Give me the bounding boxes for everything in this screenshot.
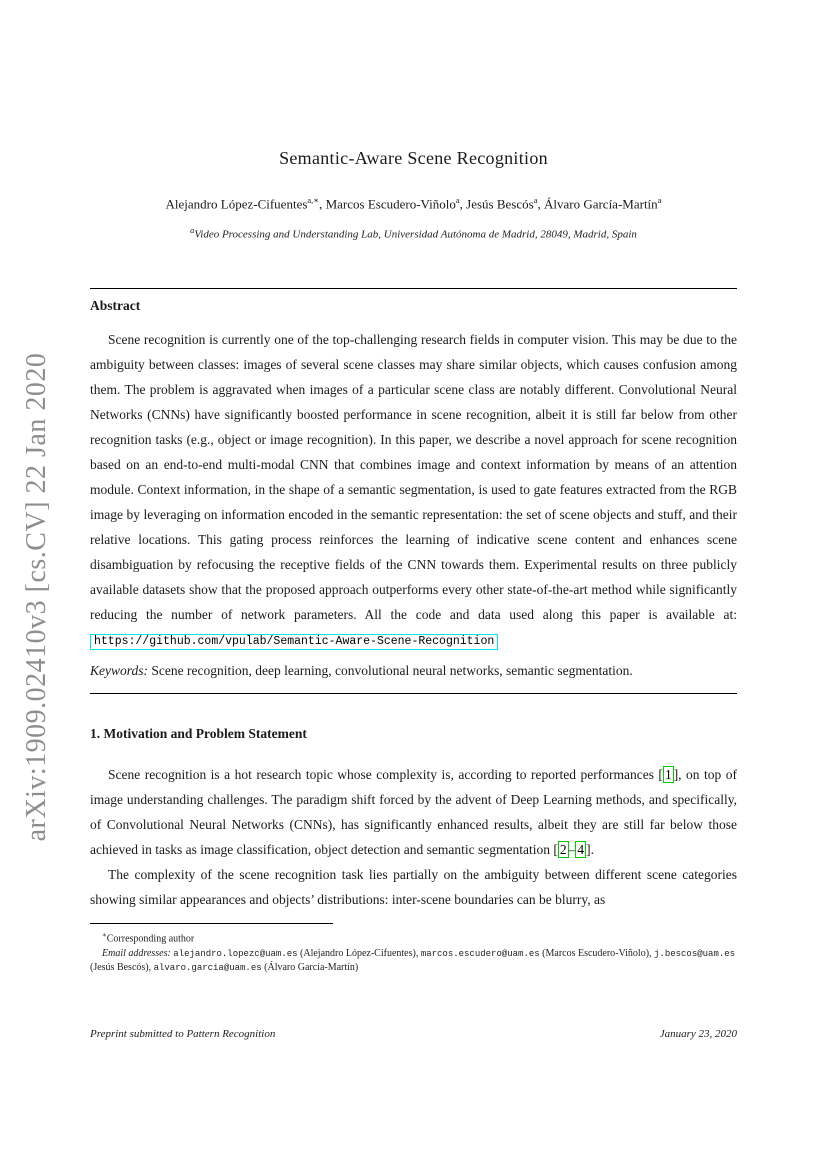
corresponding-author-note bbox=[90, 928, 737, 947]
corresponding-author-text: Corresponding author bbox=[106, 933, 195, 945]
abstract-heading: Abstract bbox=[90, 297, 141, 313]
abstract-text: Scene recognition is currently one of the top-challenging research fields in computer vision. This may be due to the ambiguity between classes: images of several scene classes may share similar objects, which causes confusion among them. The problem is aggravated when images of a particular scene class are notably different. Convolutional Neural Networks (CNNs) have significantly boosted performance in scene recognition, albeit it is still far below from other recognition tasks (e.g., object or image recognition). In this paper, we describe a novel approach for scene recognition based on an end-to-end multi-modal CNN that combines image and context information by means of an attention module. Context information, in the shape of a semantic segmentation, is used to gate features extracted from the RGB image by leveraging on information encoded in the semantic representation: the set of scene objects and stuff, and their relative locations. This gating process reinforces the learning of indicative scene content and enhances scene disambiguation by refocusing the receptive fields of the CNN towards them. Experimental results on three publicly available datasets show that the proposed approach outperforms every other state-of-the-art method while significantly reducing the number of network parameters. All the code and data used along this paper is available at: bbox=[90, 331, 737, 622]
email-address-4: alvaro.garcia@uam.es bbox=[153, 963, 262, 974]
footnote bbox=[90, 928, 737, 976]
email-owner-2: (Marcos Escudero-Viñolo), bbox=[539, 947, 655, 959]
citation-1-link[interactable]: 1 bbox=[664, 766, 672, 782]
email-owner-3: (Jesús Bescós), bbox=[90, 962, 154, 974]
paragraph-text: ]. bbox=[586, 841, 594, 857]
author-4-affmark: a bbox=[657, 195, 662, 205]
author-4: Álvaro García-Martín bbox=[543, 196, 658, 212]
affiliation-text: Video Processing and Understanding Lab, Universidad Autónoma de Madrid, 28049, Madrid, Spain bbox=[194, 228, 637, 241]
section-1-heading: 1. Motivation and Problem Statement bbox=[90, 725, 307, 741]
arxiv-watermark: arXiv:1909.02410v3 [cs.CV] 22 Jan 2020 bbox=[21, 352, 52, 842]
email-label: Email addresses: bbox=[102, 947, 174, 959]
citation-2-link[interactable]: 2 bbox=[559, 841, 567, 857]
author-1-affmark: a,∗ bbox=[307, 195, 320, 205]
section-1-paragraph-2: The complexity of the scene recognition task lies partially on the ambiguity between different scene categories showing similar appearances and objects’ distributions: inter-scene boundaries can be blurry, as bbox=[90, 866, 737, 907]
author-line bbox=[90, 195, 737, 212]
github-repo-link[interactable]: https://github.com/vpulab/Semantic-Aware-Scene-Recognition bbox=[90, 634, 498, 650]
section-1-paragraph-1 bbox=[90, 762, 737, 862]
author-separator: , bbox=[459, 196, 467, 212]
journal-note: Preprint submitted to Pattern Recognition bbox=[90, 1028, 276, 1040]
footnote-rule bbox=[90, 923, 333, 924]
affiliation-mark: a bbox=[190, 225, 195, 236]
abstract-top-rule bbox=[90, 288, 737, 289]
author-separator: , bbox=[319, 196, 326, 212]
email-owner-4: (Álvaro García-Martín) bbox=[261, 962, 359, 974]
keywords-text: Scene recognition, deep learning, convolutional neural networks, semantic segmentation. bbox=[148, 662, 633, 678]
abstract-paragraph bbox=[90, 327, 737, 654]
email-owner-1: (Alejandro López-Cifuentes), bbox=[297, 947, 421, 959]
author-1: Alejandro López-Cifuentes bbox=[165, 196, 308, 212]
paragraph-text: ], on top of image understanding challenges. The paradigm shift forced by the advent of Deep Learning methods, and specifically, of Convolutional Neural Networks (CNNs), has significantly enhanced results, albeit they are still far below those achieved in tasks as image classification, object detection and semantic segmentation [ bbox=[90, 766, 737, 857]
author-3: Jesús Bescós bbox=[466, 196, 534, 212]
keywords-line bbox=[90, 658, 737, 683]
author-3-affmark: a bbox=[533, 195, 538, 205]
page-title: Semantic-Aware Scene Recognition bbox=[279, 148, 548, 168]
email-address-1: alejandro.lopezc@uam.es bbox=[173, 948, 298, 959]
author-2: Marcos Escudero-Viñolo bbox=[325, 196, 456, 212]
author-2-affmark: a bbox=[455, 195, 460, 205]
email-address-3: j.bescos@uam.es bbox=[654, 948, 736, 959]
email-address-2: marcos.escudero@uam.es bbox=[420, 948, 540, 959]
paper-page bbox=[90, 0, 737, 976]
footnote-star: ∗ bbox=[102, 930, 107, 939]
abstract-bottom-rule bbox=[90, 693, 737, 694]
citation-4-link[interactable]: 4 bbox=[577, 841, 585, 857]
email-addresses-note bbox=[90, 947, 737, 976]
author-separator: , bbox=[537, 196, 544, 212]
affiliation-line bbox=[90, 225, 737, 241]
page-footer bbox=[90, 1028, 737, 1040]
citation-range-dash: – bbox=[568, 841, 576, 857]
paragraph-text: Scene recognition is a hot research topic whose complexity is, according to reported performances [ bbox=[108, 766, 663, 782]
footer-date: January 23, 2020 bbox=[659, 1028, 737, 1040]
keywords-label: Keywords: bbox=[90, 662, 148, 678]
